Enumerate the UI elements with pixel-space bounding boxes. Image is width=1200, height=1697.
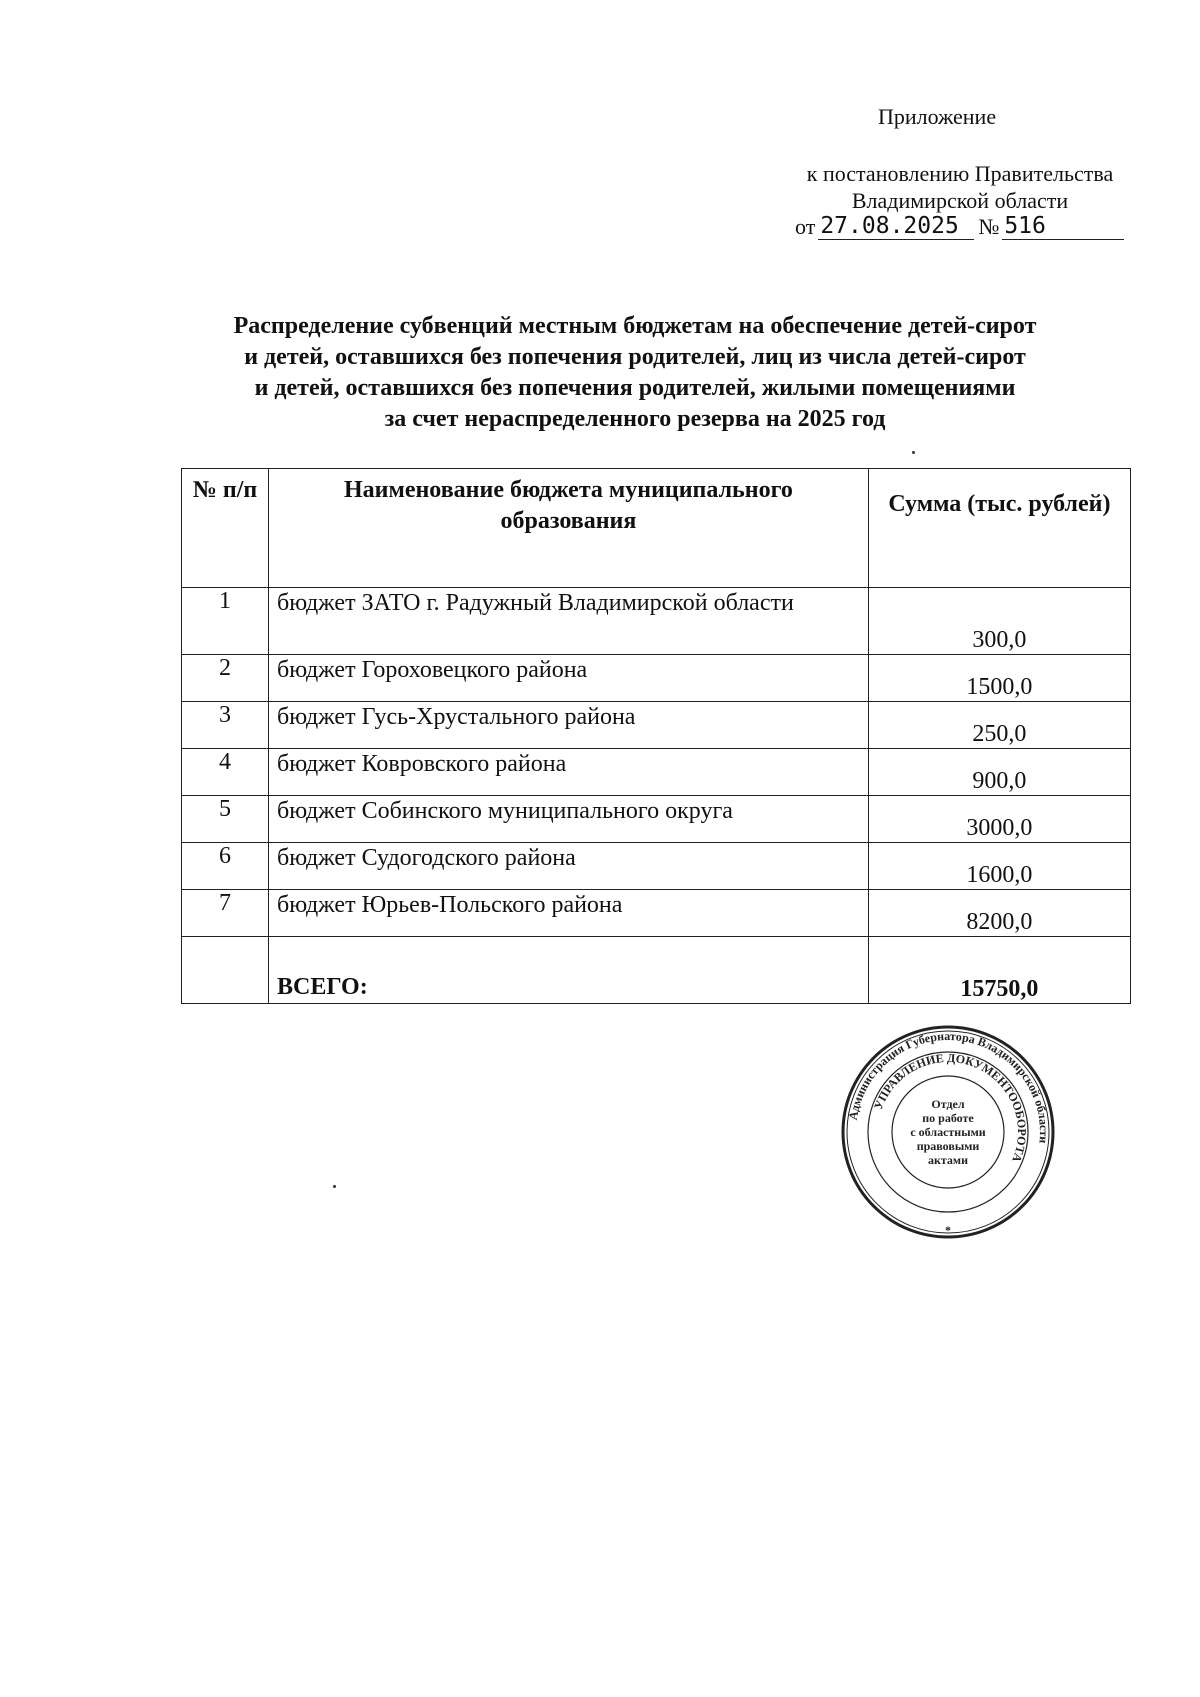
row-amount: 250,0 [868, 702, 1130, 749]
title-line2: и детей, оставшихся без попечения родителей, лиц из числа детей-сирот [244, 344, 1026, 370]
row-number: 4 [182, 749, 269, 796]
stamp-seal-icon [838, 1022, 1058, 1242]
table-row [182, 890, 1131, 937]
resolution-number: 516 [1002, 213, 1124, 240]
appendix-label: Приложение [878, 104, 997, 129]
scan-speck [912, 451, 915, 454]
row-number: 6 [182, 843, 269, 890]
date-prefix: от [795, 214, 816, 239]
title-line4: за счет нераспределенного резерва на 2025 год [384, 406, 886, 432]
title-line1: Распределение субвенций местным бюджетам на обеспечение детей-сирот [233, 313, 1037, 339]
document-title [150, 311, 1120, 435]
row-amount: 300,0 [868, 588, 1130, 655]
resolution-reference [790, 160, 1130, 214]
table-header-row [182, 469, 1131, 588]
stamp-outer-text: Администрация Губернатора Владимирской области [845, 1028, 1052, 1144]
number-prefix: № [978, 214, 1000, 239]
row-budget-name: бюджет Юрьев-Польского района [269, 890, 869, 937]
table-row [182, 749, 1131, 796]
official-stamp [838, 1022, 1058, 1242]
stamp-center-line2: по работе [922, 1111, 974, 1125]
resolution-line1: к постановлению Правительства [806, 161, 1114, 186]
row-budget-name: бюджет Собинского муниципального округа [269, 796, 869, 843]
title-line3: и детей, оставшихся без попечения родителей, жилыми помещениями [254, 375, 1016, 401]
table-total-row [182, 937, 1131, 1004]
table-row [182, 843, 1131, 890]
row-budget-name: бюджет ЗАТО г. Радужный Владимирской области [269, 588, 869, 655]
row-number: 2 [182, 655, 269, 702]
table-row [182, 796, 1131, 843]
row-budget-name: бюджет Судогодского района [269, 843, 869, 890]
row-amount: 8200,0 [868, 890, 1130, 937]
resolution-date-number [795, 213, 1124, 240]
row-number: 1 [182, 588, 269, 655]
row-number: 5 [182, 796, 269, 843]
budget-distribution-table [181, 468, 1131, 1004]
stamp-star-icon: * [945, 1223, 951, 1237]
resolution-date: 27.08.2025 [818, 213, 974, 240]
header-amount: Сумма (тыс. рублей) [868, 469, 1130, 588]
stamp-center-line4: правовыми [916, 1139, 980, 1153]
total-amount: 15750,0 [868, 937, 1130, 1004]
stamp-center-line3: с областными [910, 1125, 986, 1139]
row-amount: 3000,0 [868, 796, 1130, 843]
row-amount: 1600,0 [868, 843, 1130, 890]
stamp-center-line5: актами [927, 1153, 969, 1167]
row-budget-name: бюджет Ковровского района [269, 749, 869, 796]
table-row [182, 702, 1131, 749]
stamp-inner-text: УПРАВЛЕНИЕ ДОКУМЕНТООБОРОТА [871, 1050, 1030, 1165]
row-budget-name: бюджет Гороховецкого района [269, 655, 869, 702]
total-label: ВСЕГО: [269, 937, 869, 1004]
row-amount: 900,0 [868, 749, 1130, 796]
row-number: 3 [182, 702, 269, 749]
resolution-line2: Владимирской области [851, 188, 1069, 213]
scan-speck [333, 1185, 336, 1188]
header-budget-name: Наименование бюджета муниципального образования [269, 469, 869, 588]
table-row [182, 588, 1131, 655]
row-amount: 1500,0 [868, 655, 1130, 702]
header-number: № п/п [182, 469, 269, 588]
row-budget-name: бюджет Гусь-Хрустального района [269, 702, 869, 749]
stamp-center-line1: Отдел [931, 1097, 965, 1111]
table-row [182, 655, 1131, 702]
row-number: 7 [182, 890, 269, 937]
total-empty-cell [182, 937, 269, 1004]
